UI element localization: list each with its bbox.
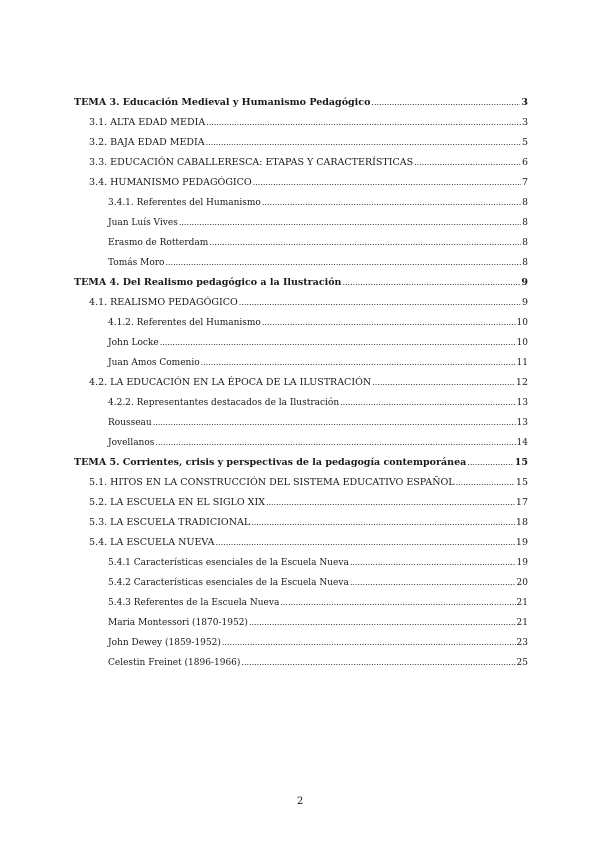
toc-entry-page: 14 [516, 438, 528, 448]
toc-entry-page: 13 [516, 418, 528, 428]
toc-dot-leader [209, 233, 521, 253]
toc-entry[interactable] [74, 473, 528, 493]
toc-entry-page: 9 [521, 277, 528, 288]
toc-entry[interactable] [74, 633, 528, 653]
toc-entry-page: 21 [516, 598, 528, 608]
toc-entry-label: Juan Amos Comenio [108, 358, 200, 368]
toc-entry[interactable] [74, 213, 528, 233]
toc-entry-label: 3.3. EDUCACIÓN CABALLERESCA: ETAPAS Y CARACTERÍSTICAS [89, 157, 414, 168]
toc-entry-label: Jovellanos [108, 438, 155, 448]
toc-entry[interactable] [74, 153, 528, 173]
toc-entry[interactable] [74, 233, 528, 253]
toc-entry[interactable] [74, 453, 528, 473]
toc-dot-leader [206, 113, 521, 133]
toc-entry-label: TEMA 5. Corrientes, crisis y perspectivas de la pedagogía contemporánea [74, 457, 467, 468]
toc-entry-page: 9 [521, 297, 528, 308]
toc-entry-page: 8 [522, 258, 528, 268]
toc-entry-label: Erasmo de Rotterdam [108, 238, 209, 248]
toc-dot-leader [253, 173, 521, 193]
toc-dot-leader [165, 253, 521, 273]
toc-entry-page: 7 [521, 177, 528, 188]
toc-entry-label: Rousseau [108, 418, 152, 428]
toc-dot-leader [160, 333, 516, 353]
toc-entry-page: 25 [516, 658, 528, 668]
toc-entry[interactable] [74, 513, 528, 533]
toc-dot-leader [206, 133, 521, 153]
toc-dot-leader [239, 293, 521, 313]
toc-entry-label: 4.1. REALISMO PEDAGÓGICO [89, 297, 238, 308]
toc-entry[interactable] [74, 433, 528, 453]
toc-dot-leader [216, 533, 515, 553]
toc-dot-leader [251, 513, 515, 533]
toc-entry[interactable] [74, 113, 528, 133]
toc-entry-page: 10 [516, 338, 528, 348]
toc-dot-leader [222, 633, 516, 653]
toc-entry-label: 5.1. HITOS EN LA CONSTRUCCIÓN DEL SISTEMA EDUCATIVO ESPAÑOL [89, 477, 455, 488]
toc-entry-page: 23 [516, 638, 528, 648]
toc-dot-leader [372, 373, 515, 393]
toc-entry[interactable] [74, 653, 528, 673]
toc-entry-label: 4.1.2. Referentes del Humanismo [108, 318, 261, 328]
toc-entry-page: 15 [515, 477, 528, 488]
toc-dot-leader [371, 93, 520, 113]
toc-entry-label: John Dewey (1859-1952) [108, 638, 221, 648]
toc-entry-label: Tomás Moro [108, 258, 165, 268]
toc-entry-label: 4.2. LA EDUCACIÓN EN LA ÉPOCA DE LA ILUSTRACIÓN [89, 377, 372, 388]
toc-entry[interactable] [74, 313, 528, 333]
toc-entry-page: 3 [521, 97, 528, 108]
toc-entry[interactable] [74, 413, 528, 433]
toc-dot-leader [342, 273, 520, 293]
toc-dot-leader [280, 593, 515, 613]
toc-entry[interactable] [74, 93, 528, 113]
toc-entry-page: 13 [516, 398, 528, 408]
toc-entry-page: 11 [516, 358, 528, 368]
toc-dot-leader [350, 553, 516, 573]
toc-entry-label: 5.4.2 Características esenciales de la Escuela Nueva [108, 578, 349, 588]
toc-entry[interactable] [74, 353, 528, 373]
toc-entry[interactable] [74, 573, 528, 593]
toc-entry-page: 8 [522, 238, 528, 248]
toc-entry[interactable] [74, 613, 528, 633]
toc-entry-label: 3.4.1. Referentes del Humanismo [108, 198, 261, 208]
toc-entry[interactable] [74, 333, 528, 353]
toc-entry-page: 15 [514, 457, 528, 468]
toc-entry-label: John Locke [108, 338, 159, 348]
toc-dot-leader [467, 453, 513, 473]
toc-dot-leader [456, 473, 515, 493]
toc-dot-leader [262, 313, 516, 333]
toc-entry[interactable] [74, 193, 528, 213]
toc-entry-page: 12 [515, 377, 528, 388]
toc-entry-label: 3.2. BAJA EDAD MEDIA [89, 137, 205, 148]
toc-entry-label: 5.3. LA ESCUELA TRADICIONAL [89, 517, 251, 528]
toc-dot-leader [266, 493, 515, 513]
toc-entry-page: 6 [521, 157, 528, 168]
toc-entry-page: 21 [516, 618, 528, 628]
toc-entry-label: 5.2. LA ESCUELA EN EL SIGLO XIX [89, 497, 265, 508]
toc-entry-label: TEMA 3. Educación Medieval y Humanismo Pedagógico [74, 97, 371, 108]
toc-entry-page: 5 [521, 137, 528, 148]
toc-entry[interactable] [74, 133, 528, 153]
toc-dot-leader [262, 193, 521, 213]
toc-entry-page: 8 [522, 218, 528, 228]
toc-entry-page: 18 [515, 517, 528, 528]
toc-entry[interactable] [74, 173, 528, 193]
toc-dot-leader [179, 213, 521, 233]
toc-dot-leader [241, 653, 515, 673]
toc-entry[interactable] [74, 593, 528, 613]
toc-dot-leader [201, 353, 516, 373]
toc-entry-page: 20 [516, 578, 528, 588]
toc-entry[interactable] [74, 393, 528, 413]
page-number: 2 [296, 796, 304, 807]
toc-entry-label: 5.4.1 Características esenciales de la Escuela Nueva [108, 558, 349, 568]
toc-entry-label: 3.4. HUMANISMO PEDAGÓGICO [89, 177, 252, 188]
toc-dot-leader [155, 433, 515, 453]
toc-entry-page: 10 [516, 318, 528, 328]
toc-entry-label: Juan Luís Vives [108, 218, 178, 228]
toc-entry[interactable] [74, 373, 528, 393]
toc-entry-label: Celestin Freinet (1896-1966) [108, 658, 241, 668]
toc-entry-page: 3 [521, 117, 528, 128]
toc-entry-page: 19 [515, 537, 528, 548]
toc-entry[interactable] [74, 293, 528, 313]
toc-entry[interactable] [74, 253, 528, 273]
toc-entry-page: 8 [522, 198, 528, 208]
toc-entry-label: 5.4. LA ESCUELA NUEVA [89, 537, 215, 548]
toc-dot-leader [153, 413, 516, 433]
toc-entry-label: 5.4.3 Referentes de la Escuela Nueva [108, 598, 280, 608]
toc-entry-label: 3.1. ALTA EDAD MEDIA [89, 117, 206, 128]
toc-entry[interactable] [74, 493, 528, 513]
toc-dot-leader [350, 573, 516, 593]
toc-dot-leader [414, 153, 521, 173]
toc-entry[interactable] [74, 273, 528, 293]
toc-entry[interactable] [74, 533, 528, 553]
toc-entry-page: 17 [515, 497, 528, 508]
toc-entry[interactable] [74, 553, 528, 573]
table-of-contents [74, 93, 528, 673]
toc-dot-leader [249, 613, 516, 633]
toc-dot-leader [340, 393, 515, 413]
toc-entry-label: Maria Montessori (1870-1952) [108, 618, 248, 628]
toc-entry-label: 4.2.2. Representantes destacados de la Ilustración [108, 398, 340, 408]
toc-entry-label: TEMA 4. Del Realismo pedagógico a la Ilustración [74, 277, 342, 288]
toc-entry-page: 19 [516, 558, 528, 568]
